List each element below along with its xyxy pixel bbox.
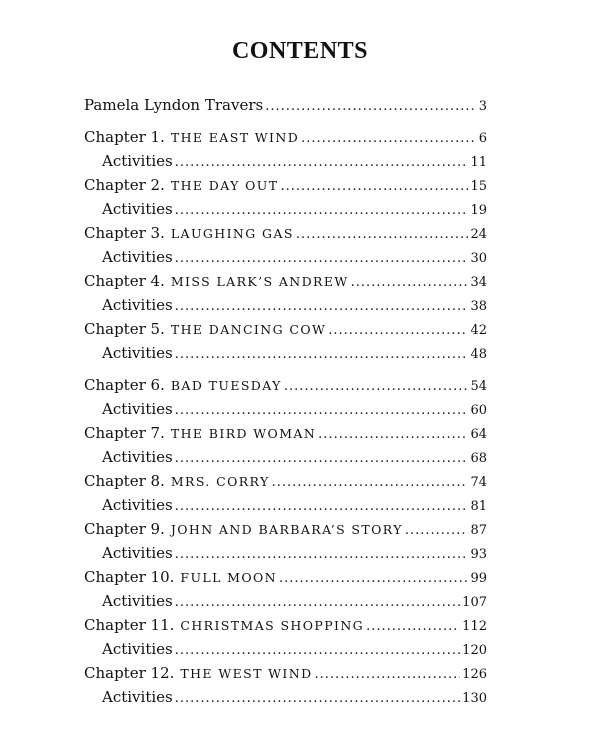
toc-entry-label: Pamela Lyndon Travers [84,96,264,114]
toc-entry-activities [84,589,487,613]
toc-entry-activities [84,149,487,173]
toc-entry-chapter [84,613,487,637]
dot-leader [175,687,460,711]
toc-entry-chapter [84,269,487,293]
activities-label: Activities [102,248,173,266]
activities-label: Activities [102,400,173,418]
toc-entry-chapter [84,469,487,493]
toc-entry-activities [84,541,487,565]
chapter-number: Chapter 12. [84,664,175,682]
chapter-number: Chapter 3. [84,224,165,242]
toc-page-number: 19 [470,203,487,218]
dot-leader [175,495,469,519]
toc-entry-chapter [84,125,487,149]
chapter-title: THE WEST WIND [180,666,313,681]
toc-entry-activities [84,493,487,517]
toc-page-number: 60 [470,403,487,418]
dot-leader [175,151,469,175]
dot-leader [272,471,469,495]
dot-leader [315,663,461,687]
dot-leader [175,399,469,423]
chapter-title: THE DAY OUT [170,178,279,193]
chapter-number: Chapter 11. [84,616,175,634]
chapter-number: Chapter 6. [84,376,165,394]
activities-label: Activities [102,200,173,218]
chapter-title: THE DANCING COW [170,322,327,337]
toc-page-number: 34 [470,275,487,290]
dot-leader [279,567,468,591]
toc-entry-activities [84,341,487,365]
toc-entry-chapter [84,173,487,197]
toc-page-number: 11 [470,155,487,170]
chapter-title: THE EAST WIND [170,130,300,145]
chapter-title: THE BIRD WOMAN [170,426,317,441]
dot-leader [175,639,460,663]
dot-leader [301,127,477,151]
dot-leader [366,615,460,639]
toc-page-number: 54 [470,379,487,394]
dot-leader [284,375,469,399]
toc-page-number: 126 [462,667,487,682]
toc-entry-chapter [84,317,487,341]
toc-entry-activities [84,197,487,221]
toc-page-number: 48 [470,347,487,362]
chapter-title: CHRISTMAS SHOPPING [180,618,365,633]
toc-page-number: 87 [470,523,487,538]
toc-entry-chapter [84,661,487,685]
dot-leader [175,295,469,319]
activities-label: Activities [102,688,173,706]
toc-page-number: 81 [470,499,487,514]
toc-page-number: 42 [470,323,487,338]
toc-page-number: 30 [470,251,487,266]
toc-page-number: 68 [470,451,487,466]
toc-entry-chapter [84,373,487,397]
chapter-title: JOHN AND BARBARA’S STORY [170,522,403,537]
toc-entry-chapter [84,517,487,541]
chapter-number: Chapter 8. [84,472,165,490]
chapter-number: Chapter 10. [84,568,175,586]
activities-label: Activities [102,152,173,170]
toc-page-number: 130 [462,691,487,706]
toc-page-number: 38 [470,299,487,314]
toc-entry-activities [84,637,487,661]
dot-leader [175,447,469,471]
activities-label: Activities [102,640,173,658]
chapter-number: Chapter 1. [84,128,165,146]
dot-leader [328,319,468,343]
chapter-number: Chapter 5. [84,320,165,338]
chapter-title: BAD TUESDAY [170,378,282,393]
dot-leader [175,247,469,271]
dot-leader [318,423,468,447]
toc-page-number: 6 [478,131,487,146]
toc-entry-activities [84,245,487,269]
toc-page-number: 15 [470,179,487,194]
toc-page-number: 112 [462,619,487,634]
chapter-title: MISS LARK’S ANDREW [170,274,349,289]
dot-leader [280,175,468,199]
chapter-number: Chapter 9. [84,520,165,538]
toc-page-number: 3 [478,99,487,114]
toc-entry-activities [84,685,487,709]
chapter-title: FULL MOON [180,570,278,585]
activities-label: Activities [102,448,173,466]
toc-entry-chapter [84,565,487,589]
dot-leader [175,543,469,567]
activities-label: Activities [102,592,173,610]
dot-leader [405,519,469,543]
chapter-title: MRS. CORRY [170,474,270,489]
toc-page-number: 24 [470,227,487,242]
toc-entry-activities [84,397,487,421]
toc-entry-chapter [84,221,487,245]
chapter-list [84,125,487,709]
toc-page-number: 99 [470,571,487,586]
chapter-title: LAUGHING GAS [170,226,294,241]
chapter-number: Chapter 2. [84,176,165,194]
toc-page-number: 74 [470,475,487,490]
activities-label: Activities [102,544,173,562]
toc-page-number: 93 [470,547,487,562]
dot-leader [175,343,469,367]
toc-entry-activities [84,445,487,469]
chapter-number: Chapter 7. [84,424,165,442]
page-title: CONTENTS [231,38,369,64]
activities-label: Activities [102,496,173,514]
dot-leader [175,199,469,223]
table-of-contents [84,93,487,709]
toc-entry-intro [84,93,487,117]
dot-leader [296,223,469,247]
dot-leader [265,95,477,119]
dot-leader [175,591,460,615]
chapter-number: Chapter 4. [84,272,165,290]
toc-page-number: 120 [462,643,487,658]
toc-entry-activities [84,293,487,317]
dot-leader [351,271,469,295]
activities-label: Activities [102,296,173,314]
activities-label: Activities [102,344,173,362]
toc-page-number: 107 [462,595,487,610]
toc-page-number: 64 [470,427,487,442]
toc-entry-chapter [84,421,487,445]
